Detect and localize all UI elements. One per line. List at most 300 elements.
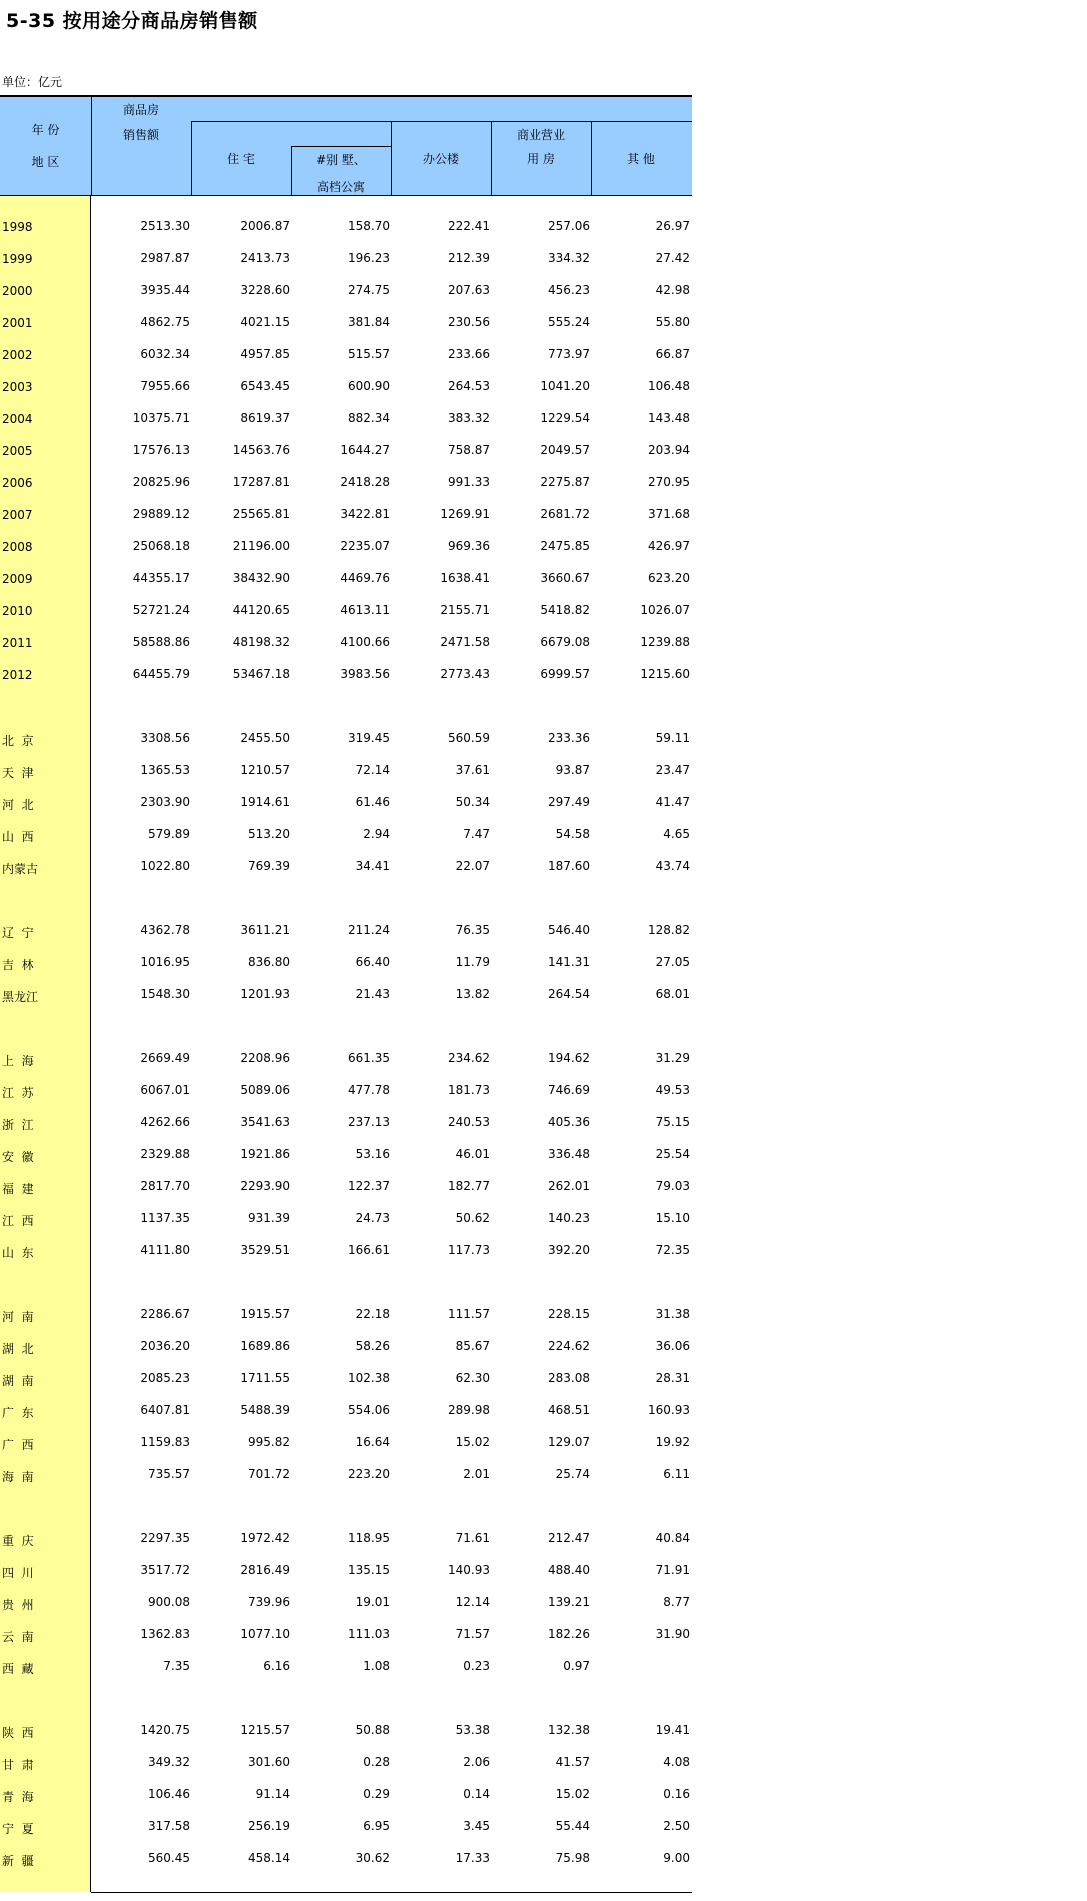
table-row — [0, 984, 692, 1006]
header-divider — [391, 121, 392, 196]
table-cell: 42.98 — [655, 283, 690, 297]
table-cell: 555.24 — [548, 315, 590, 329]
table-cell: 203.94 — [648, 443, 690, 457]
table-cell: 301.60 — [248, 1755, 290, 1769]
row-label: 内蒙古 — [2, 862, 39, 876]
table-cell: 991.33 — [448, 475, 490, 489]
table-cell: 2513.30 — [140, 219, 190, 233]
table-cell: 1215.57 — [240, 1723, 290, 1737]
table-row — [0, 536, 692, 558]
table-cell: 2816.49 — [240, 1563, 290, 1577]
table-cell: 139.21 — [548, 1595, 590, 1609]
table-cell: 15.10 — [655, 1211, 690, 1225]
table-cell: 256.19 — [248, 1819, 290, 1833]
table-cell: 85.67 — [455, 1339, 490, 1353]
table-cell: 27.05 — [655, 955, 690, 969]
header-divider — [91, 97, 92, 196]
table-cell: 1638.41 — [440, 571, 490, 585]
table-cell: 31.90 — [655, 1627, 690, 1641]
table-cell: 25565.81 — [232, 507, 290, 521]
table-cell: 230.56 — [448, 315, 490, 329]
table-row — [0, 504, 692, 526]
table-cell: 371.68 — [648, 507, 690, 521]
table-cell: 6.11 — [663, 1467, 690, 1481]
row-label: 2001 — [2, 316, 33, 330]
table-row — [0, 1816, 692, 1838]
table-row — [0, 1432, 692, 1454]
table-cell: 2.01 — [463, 1467, 490, 1481]
row-label: 天 津 — [2, 766, 34, 780]
table-cell: 75.98 — [555, 1851, 590, 1865]
row-label: 1999 — [2, 252, 33, 266]
table-cell: 71.91 — [655, 1563, 690, 1577]
table-cell: 2669.49 — [140, 1051, 190, 1065]
table-cell: 1229.54 — [540, 411, 590, 425]
table-cell: 2455.50 — [240, 731, 290, 745]
table-cell: 212.39 — [448, 251, 490, 265]
page-title: 5-35 按用途分商品房销售额 — [6, 10, 258, 32]
table-cell: 11.79 — [455, 955, 490, 969]
table-cell: 4613.11 — [340, 603, 390, 617]
table-cell: 212.47 — [548, 1531, 590, 1545]
table-cell: 2.94 — [363, 827, 390, 841]
table-cell: 15.02 — [455, 1435, 490, 1449]
table-cell: 1548.30 — [140, 987, 190, 1001]
table-cell: 31.29 — [655, 1051, 690, 1065]
table-cell: 128.82 — [648, 923, 690, 937]
table-cell: 334.32 — [548, 251, 590, 265]
table-cell: 1365.53 — [140, 763, 190, 777]
row-label: 北 京 — [2, 734, 34, 748]
table-cell: 3228.60 — [240, 283, 290, 297]
table-cell: 1026.07 — [640, 603, 690, 617]
table-cell: 3.45 — [463, 1819, 490, 1833]
table-cell: 58588.86 — [132, 635, 190, 649]
table-cell: 21.43 — [355, 987, 390, 1001]
table-cell: 3983.56 — [340, 667, 390, 681]
table-cell: 1711.55 — [240, 1371, 290, 1385]
table-cell: 187.60 — [548, 859, 590, 873]
header-commercial-line1: 商业营业 — [516, 128, 565, 142]
table-cell: 106.46 — [148, 1787, 190, 1801]
table-cell: 233.36 — [548, 731, 590, 745]
table-cell: 8.77 — [663, 1595, 690, 1609]
row-label: 2006 — [2, 476, 33, 490]
table-cell: 2286.67 — [140, 1307, 190, 1321]
table-row — [0, 1144, 692, 1166]
table-row — [0, 1848, 692, 1870]
row-label: 2010 — [2, 604, 33, 618]
table-cell: 233.66 — [448, 347, 490, 361]
table-row — [0, 824, 692, 846]
row-label: 江 西 — [2, 1214, 34, 1228]
table-cell: 72.14 — [355, 763, 390, 777]
table-row — [0, 1592, 692, 1614]
table-cell: 17287.81 — [232, 475, 290, 489]
table-cell: 211.24 — [348, 923, 390, 937]
table-cell: 554.06 — [348, 1403, 390, 1417]
table-cell: 4100.66 — [340, 635, 390, 649]
table-cell: 458.14 — [248, 1851, 290, 1865]
table-cell: 2418.28 — [340, 475, 390, 489]
table-cell: 6067.01 — [140, 1083, 190, 1097]
table-cell: 27.42 — [655, 251, 690, 265]
row-label: 广 西 — [2, 1438, 34, 1452]
table-cell: 6.16 — [263, 1659, 290, 1673]
table-cell: 29889.12 — [132, 507, 190, 521]
table-cell: 4111.80 — [140, 1243, 190, 1257]
table-cell: 1077.10 — [240, 1627, 290, 1641]
table-row — [0, 1048, 692, 1070]
row-label: 吉 林 — [2, 958, 34, 972]
table-cell: 9.00 — [663, 1851, 690, 1865]
table-cell: 1972.42 — [240, 1531, 290, 1545]
header-divider — [291, 146, 391, 147]
table-cell: 31.38 — [655, 1307, 690, 1321]
header-region-label: 地 区 — [31, 155, 60, 169]
table-cell: 1016.95 — [140, 955, 190, 969]
table-row — [0, 760, 692, 782]
table-cell: 135.15 — [348, 1563, 390, 1577]
table-cell: 0.29 — [363, 1787, 390, 1801]
table-cell: 336.48 — [548, 1147, 590, 1161]
table-cell: 579.89 — [148, 827, 190, 841]
table-cell: 91.14 — [255, 1787, 290, 1801]
table-cell: 3541.63 — [240, 1115, 290, 1129]
table-cell: 222.41 — [448, 219, 490, 233]
table-row — [0, 312, 692, 334]
table-row — [0, 1112, 692, 1134]
table-cell: 1420.75 — [140, 1723, 190, 1737]
table-cell: 882.34 — [348, 411, 390, 425]
table-row — [0, 376, 692, 398]
table-cell: 19.92 — [655, 1435, 690, 1449]
table-cell: 79.03 — [655, 1179, 690, 1193]
table-cell: 4469.76 — [340, 571, 390, 585]
header-divider — [491, 121, 492, 196]
table-cell: 117.73 — [448, 1243, 490, 1257]
table-cell: 22.07 — [455, 859, 490, 873]
table-cell: 234.62 — [448, 1051, 490, 1065]
row-label: 陕 西 — [2, 1726, 34, 1740]
table-cell: 43.74 — [655, 859, 690, 873]
table-cell: 1041.20 — [540, 379, 590, 393]
table-cell: 2049.57 — [540, 443, 590, 457]
table-row — [0, 1208, 692, 1230]
table-cell: 289.98 — [448, 1403, 490, 1417]
table-cell: 132.38 — [548, 1723, 590, 1737]
table-header — [0, 95, 692, 196]
table-cell: 1137.35 — [140, 1211, 190, 1225]
table-cell: 769.39 — [248, 859, 290, 873]
table-cell: 19.01 — [355, 1595, 390, 1609]
table-cell: 75.15 — [655, 1115, 690, 1129]
table-cell: 773.97 — [548, 347, 590, 361]
table-row — [0, 1304, 692, 1326]
table-cell: 392.20 — [548, 1243, 590, 1257]
table-cell: 158.70 — [348, 219, 390, 233]
table-cell: 381.84 — [348, 315, 390, 329]
table-cell: 746.69 — [548, 1083, 590, 1097]
row-label: 湖 南 — [2, 1374, 34, 1388]
row-label: 2011 — [2, 636, 33, 650]
row-label: 河 北 — [2, 798, 34, 812]
table-cell: 68.01 — [655, 987, 690, 1001]
table-cell: 10375.71 — [132, 411, 190, 425]
table-cell: 3422.81 — [340, 507, 390, 521]
table-row — [0, 1336, 692, 1358]
table-cell: 0.28 — [363, 1755, 390, 1769]
table-cell: 1239.88 — [640, 635, 690, 649]
table-cell: 55.44 — [555, 1819, 590, 1833]
table-row — [0, 1656, 692, 1678]
table-cell: 21196.00 — [232, 539, 290, 553]
table-cell: 2413.73 — [240, 251, 290, 265]
row-label: 2004 — [2, 412, 33, 426]
table-row — [0, 1368, 692, 1390]
table-cell: 2208.96 — [240, 1051, 290, 1065]
table-cell: 1210.57 — [240, 763, 290, 777]
table-cell: 2303.90 — [140, 795, 190, 809]
table-row — [0, 792, 692, 814]
table-cell: 50.62 — [455, 1211, 490, 1225]
table-cell: 3517.72 — [140, 1563, 190, 1577]
header-total-line2: 销售额 — [122, 128, 159, 142]
table-row — [0, 568, 692, 590]
header-divider — [191, 121, 692, 122]
table-cell: 2681.72 — [540, 507, 590, 521]
table-cell: 72.35 — [655, 1243, 690, 1257]
table-cell: 194.62 — [548, 1051, 590, 1065]
table-cell: 196.23 — [348, 251, 390, 265]
table-cell: 140.23 — [548, 1211, 590, 1225]
table-cell: 34.41 — [355, 859, 390, 873]
table-cell: 1915.57 — [240, 1307, 290, 1321]
table-row — [0, 408, 692, 430]
table-cell: 319.45 — [348, 731, 390, 745]
table-cell: 3660.67 — [540, 571, 590, 585]
unit-label: 单位：亿元 — [2, 75, 63, 89]
table-cell: 66.40 — [355, 955, 390, 969]
table-row — [0, 1080, 692, 1102]
table-cell: 54.58 — [555, 827, 590, 841]
table-cell: 735.57 — [148, 1467, 190, 1481]
table-cell: 41.47 — [655, 795, 690, 809]
table-cell: 3308.56 — [140, 731, 190, 745]
table-cell: 6679.08 — [540, 635, 590, 649]
table-cell: 53.38 — [455, 1723, 490, 1737]
table-cell: 2155.71 — [440, 603, 490, 617]
row-label: 1998 — [2, 220, 33, 234]
table-cell: 93.87 — [555, 763, 590, 777]
header-villa-line2: 高档公寓 — [316, 180, 365, 194]
table-cell: 66.87 — [655, 347, 690, 361]
row-label: 上 海 — [2, 1054, 34, 1068]
table-cell: 317.58 — [148, 1819, 190, 1833]
table-cell: 3529.51 — [240, 1243, 290, 1257]
table-cell: 122.37 — [348, 1179, 390, 1193]
table-cell: 262.01 — [548, 1179, 590, 1193]
table-cell: 560.45 — [148, 1851, 190, 1865]
table-cell: 181.73 — [448, 1083, 490, 1097]
table-cell: 49.53 — [655, 1083, 690, 1097]
row-label: 山 东 — [2, 1246, 34, 1260]
table-cell: 118.95 — [348, 1531, 390, 1545]
table-cell: 111.03 — [348, 1627, 390, 1641]
table-cell: 224.62 — [548, 1339, 590, 1353]
table-cell: 4262.66 — [140, 1115, 190, 1129]
header-total-line1: 商品房 — [122, 103, 159, 117]
table-cell: 22.18 — [355, 1307, 390, 1321]
row-label: 宁 夏 — [2, 1822, 34, 1836]
table-cell: 223.20 — [348, 1467, 390, 1481]
table-cell: 1689.86 — [240, 1339, 290, 1353]
table-cell: 237.13 — [348, 1115, 390, 1129]
header-residential: 住 宅 — [227, 152, 255, 166]
table-cell: 2085.23 — [140, 1371, 190, 1385]
table-cell: 283.08 — [548, 1371, 590, 1385]
table-row — [0, 1176, 692, 1198]
table-cell: 257.06 — [548, 219, 590, 233]
header-divider — [291, 146, 292, 196]
table-cell: 41.57 — [555, 1755, 590, 1769]
table-cell: 38432.90 — [232, 571, 290, 585]
table-row — [0, 1464, 692, 1486]
table-cell: 2235.07 — [340, 539, 390, 553]
table-row — [0, 1400, 692, 1422]
table-cell: 739.96 — [248, 1595, 290, 1609]
table-cell: 3935.44 — [140, 283, 190, 297]
table-cell: 240.53 — [448, 1115, 490, 1129]
table-cell: 2006.87 — [240, 219, 290, 233]
table-cell: 55.80 — [655, 315, 690, 329]
table-cell: 46.01 — [455, 1147, 490, 1161]
row-label: 2007 — [2, 508, 33, 522]
table-cell: 456.23 — [548, 283, 590, 297]
table-cell: 64455.79 — [132, 667, 190, 681]
table-row — [0, 920, 692, 942]
table-cell: 7.47 — [463, 827, 490, 841]
header-divider — [191, 121, 192, 196]
table-cell: 1362.83 — [140, 1627, 190, 1641]
table-cell: 8619.37 — [240, 411, 290, 425]
table-cell: 0.14 — [463, 1787, 490, 1801]
row-label: 2000 — [2, 284, 33, 298]
row-label: 2009 — [2, 572, 33, 586]
table-cell: 129.07 — [548, 1435, 590, 1449]
table-cell: 297.49 — [548, 795, 590, 809]
table-spacer-row — [0, 696, 692, 718]
table-row — [0, 632, 692, 654]
table-cell: 931.39 — [248, 1211, 290, 1225]
table-cell: 16.64 — [355, 1435, 390, 1449]
table-cell: 2987.87 — [140, 251, 190, 265]
table-cell: 5488.39 — [240, 1403, 290, 1417]
table-cell: 14563.76 — [232, 443, 290, 457]
table-cell: 160.93 — [648, 1403, 690, 1417]
table-cell: 106.48 — [648, 379, 690, 393]
table-cell: 1159.83 — [140, 1435, 190, 1449]
row-label: 湖 北 — [2, 1342, 34, 1356]
table-cell: 207.63 — [448, 283, 490, 297]
table-cell: 900.08 — [148, 1595, 190, 1609]
table-cell: 20825.96 — [132, 475, 190, 489]
table-cell: 182.77 — [448, 1179, 490, 1193]
table-cell: 15.02 — [555, 1787, 590, 1801]
header-year-label: 年 份 — [31, 123, 60, 137]
header-villa-line1: #别 墅、 — [316, 153, 366, 167]
table-cell: 2329.88 — [140, 1147, 190, 1161]
table-cell: 515.57 — [348, 347, 390, 361]
table-cell: 2293.90 — [240, 1179, 290, 1193]
header-commercial-line2: 用 房 — [527, 152, 555, 166]
table-cell: 76.35 — [455, 923, 490, 937]
table-cell: 61.46 — [355, 795, 390, 809]
table-cell: 19.41 — [655, 1723, 690, 1737]
header-divider — [591, 121, 592, 196]
table-cell: 25.74 — [555, 1467, 590, 1481]
table-cell: 5418.82 — [540, 603, 590, 617]
table-cell: 6543.45 — [240, 379, 290, 393]
table-cell: 26.97 — [655, 219, 690, 233]
table-cell: 44120.65 — [232, 603, 290, 617]
table-cell: 513.20 — [248, 827, 290, 841]
table-row — [0, 1624, 692, 1646]
table-cell: 270.95 — [648, 475, 690, 489]
table-cell: 426.97 — [648, 539, 690, 553]
table-cell: 50.88 — [355, 1723, 390, 1737]
table-cell: 0.23 — [463, 1659, 490, 1673]
table-cell: 52721.24 — [132, 603, 190, 617]
row-label: 新 疆 — [2, 1854, 34, 1868]
table-cell: 2471.58 — [440, 635, 490, 649]
table-cell: 0.16 — [663, 1787, 690, 1801]
row-label: 2003 — [2, 380, 33, 394]
table-cell: 58.26 — [355, 1339, 390, 1353]
row-label: 云 南 — [2, 1630, 34, 1644]
header-other: 其 他 — [627, 152, 655, 166]
table-cell: 836.80 — [248, 955, 290, 969]
table-cell: 6999.57 — [540, 667, 590, 681]
table-cell: 488.40 — [548, 1563, 590, 1577]
row-label: 2005 — [2, 444, 33, 458]
row-label: 福 建 — [2, 1182, 34, 1196]
table-row — [0, 664, 692, 686]
table-row — [0, 1528, 692, 1550]
table-cell: 1022.80 — [140, 859, 190, 873]
table-cell: 48198.32 — [232, 635, 290, 649]
table-cell: 661.35 — [348, 1051, 390, 1065]
row-label: 山 西 — [2, 830, 34, 844]
table-spacer-row — [0, 1272, 692, 1294]
table-cell: 40.84 — [655, 1531, 690, 1545]
row-label: 青 海 — [2, 1790, 34, 1804]
table-cell: 2.50 — [663, 1819, 690, 1833]
table-cell: 2275.87 — [540, 475, 590, 489]
row-label: 江 苏 — [2, 1086, 34, 1100]
table-cell: 4.08 — [663, 1755, 690, 1769]
table-cell: 71.61 — [455, 1531, 490, 1545]
table-cell: 2297.35 — [140, 1531, 190, 1545]
table-cell: 1215.60 — [640, 667, 690, 681]
table-cell: 1269.91 — [440, 507, 490, 521]
table-bottom-rule — [91, 1892, 692, 1893]
table-cell: 4.65 — [663, 827, 690, 841]
table-cell: 758.87 — [448, 443, 490, 457]
table-cell: 62.30 — [455, 1371, 490, 1385]
table-cell: 182.26 — [548, 1627, 590, 1641]
table-cell: 44355.17 — [132, 571, 190, 585]
